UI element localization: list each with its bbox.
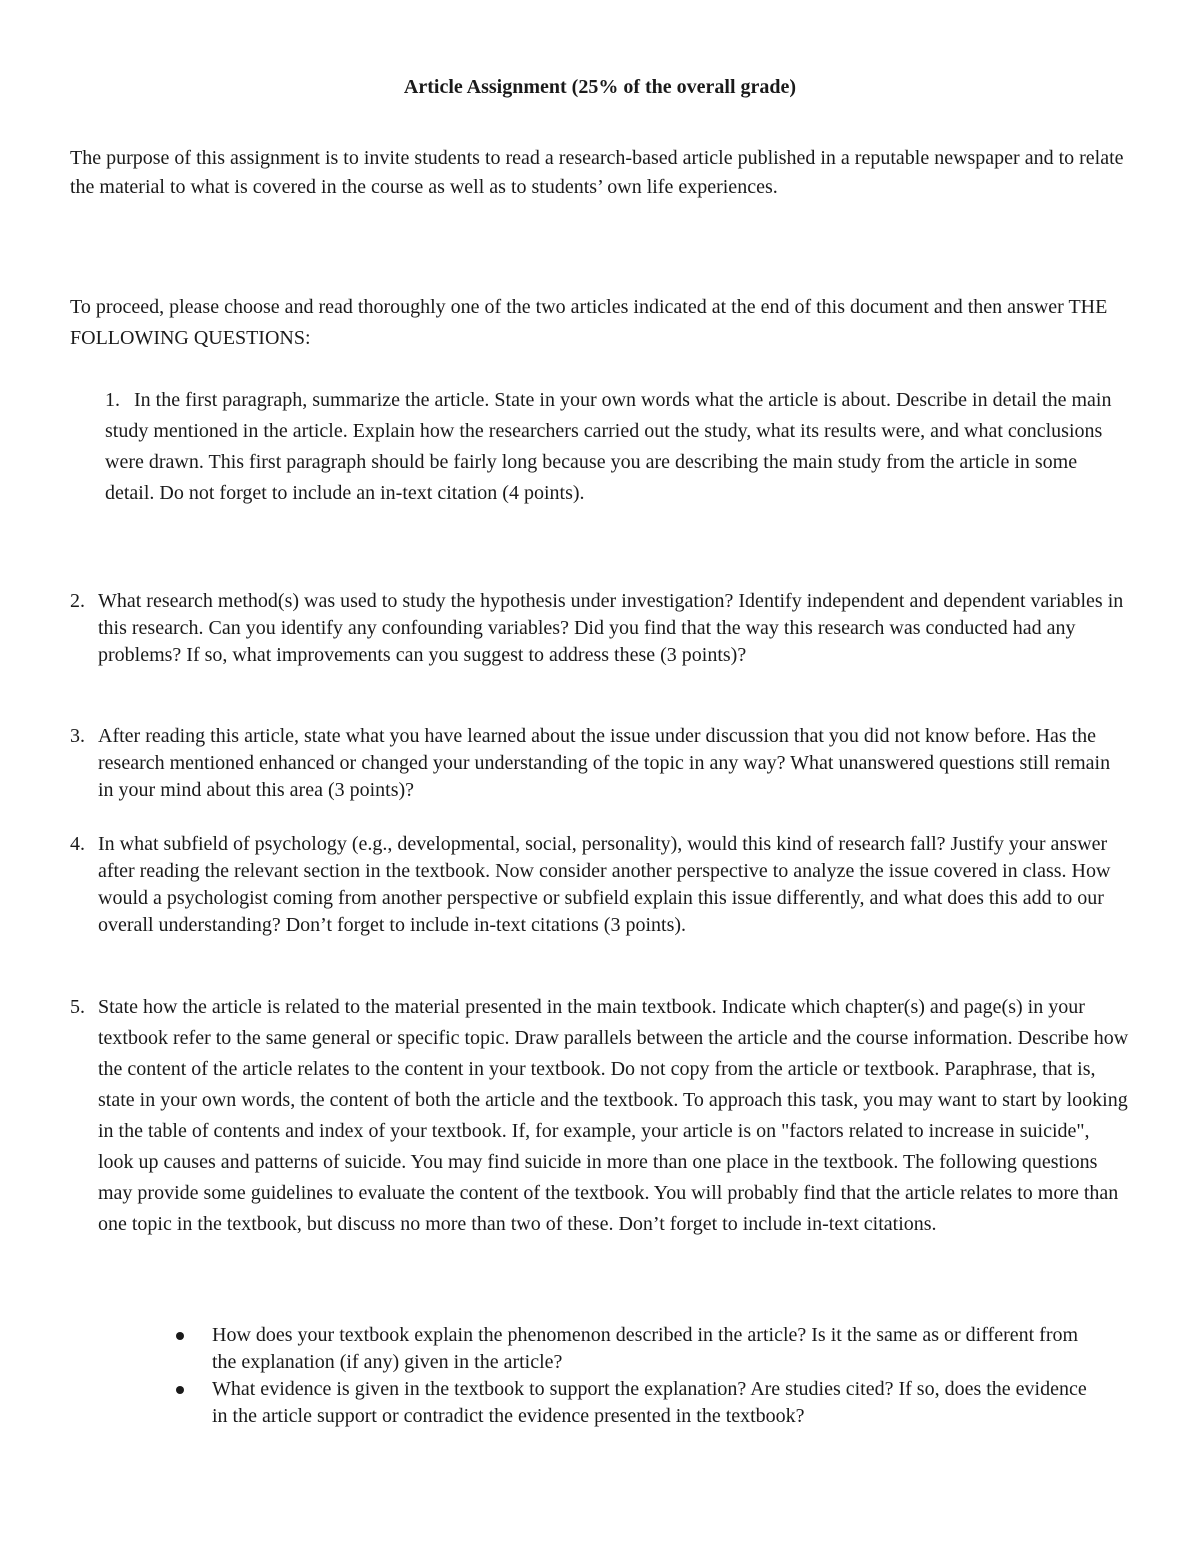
question-text: After reading this article, state what you have learned about the issue under discussion that you did not know before. Has the research mentioned enhanced or changed your understanding of the topic in any way? What unanswered questions still remain in your mind about this area (3 points)? <box>98 725 1111 801</box>
question-text: In the first paragraph, summarize the article. State in your own words what the article is about. Describe in detail the main study mentioned in the article. Explain how the researchers carried out the study, what its results were, and what conclusions were drawn. This first paragraph should be fairly long because you are describing the main study from the article in some detail. Do not forget to include an in-text citation (4 points). <box>105 389 1112 504</box>
question-item-2 <box>70 588 1130 669</box>
question-text: What research method(s) was used to study the hypothesis under investigation? Identify independent and dependent variables in this research. Can you identify any confounding variables? Did you find that the way this research was conducted had any problems? If so, what improvements can you suggest to address these (3 points)? <box>98 590 1124 666</box>
bullet-item <box>176 1376 1106 1430</box>
question-text: State how the article is related to the material presented in the main textbook. Indicate which chapter(s) and page(s) in your textbook refer to the same general or specific topic. Draw parallels between the article and the course information. Describe how the content of the article relates to the content in your textbook. Do not copy from the article or textbook. Paraphrase, that is, state in your own words, the content of both the article and the textbook. To approach this task, you may want to start by looking in the table of contents and index of your textbook. If, for example, your article is on "factors related to increase in suicide", look up causes and patterns of suicide. You may find suicide in more than one place in the textbook. The following questions may provide some guidelines to evaluate the content of the textbook. You will probably find that the article relates to more than one topic in the textbook, but discuss no more than two of these. Don’t forget to include in-text citations. <box>98 996 1129 1235</box>
intro-paragraph: The purpose of this assignment is to invite students to read a research-based article published in a reputable newspaper and to relate the material to what is covered in the course as well as to students’ own life experiences. <box>70 147 1124 198</box>
question-item-5 <box>70 992 1130 1240</box>
bullet-dot-icon <box>176 1332 184 1340</box>
question-number: 4. <box>70 833 85 855</box>
question-item-4 <box>70 831 1130 939</box>
question-item-1 <box>105 385 1130 509</box>
bullet-text: How does your textbook explain the phenomenon described in the article? Is it the same as or different from the explanation (if any) given in the article? <box>212 1324 1079 1373</box>
question-item-3 <box>70 723 1130 804</box>
question-number: 5. <box>70 996 85 1018</box>
bullet-item <box>176 1322 1106 1376</box>
guideline-bullet-list <box>176 1322 1106 1430</box>
question-number: 1. <box>105 389 120 411</box>
bullet-dot-icon <box>176 1386 184 1394</box>
document-title: Article Assignment (25% of the overall grade) <box>403 76 797 98</box>
question-text: In what subfield of psychology (e.g., developmental, social, personality), would this kind of research fall? Justify your answer after reading the relevant section in the textbook. Now consider another perspective to analyze the issue covered in class. How would a psychologist coming from another perspective or subfield explain this issue differently, and what does this add to our overall understanding? Don’t forget to include in-text citations (3 points). <box>98 833 1111 936</box>
question-number: 2. <box>70 590 85 612</box>
proceed-paragraph: To proceed, please choose and read thoroughly one of the two articles indicated at the end of this document and then answer THE FOLLOWING QUESTIONS: <box>70 296 1108 349</box>
bullet-text: What evidence is given in the textbook to support the explanation? Are studies cited? If so, does the evidence in the article support or contradict the evidence presented in the textbook? <box>212 1378 1087 1427</box>
question-number: 3. <box>70 725 85 747</box>
